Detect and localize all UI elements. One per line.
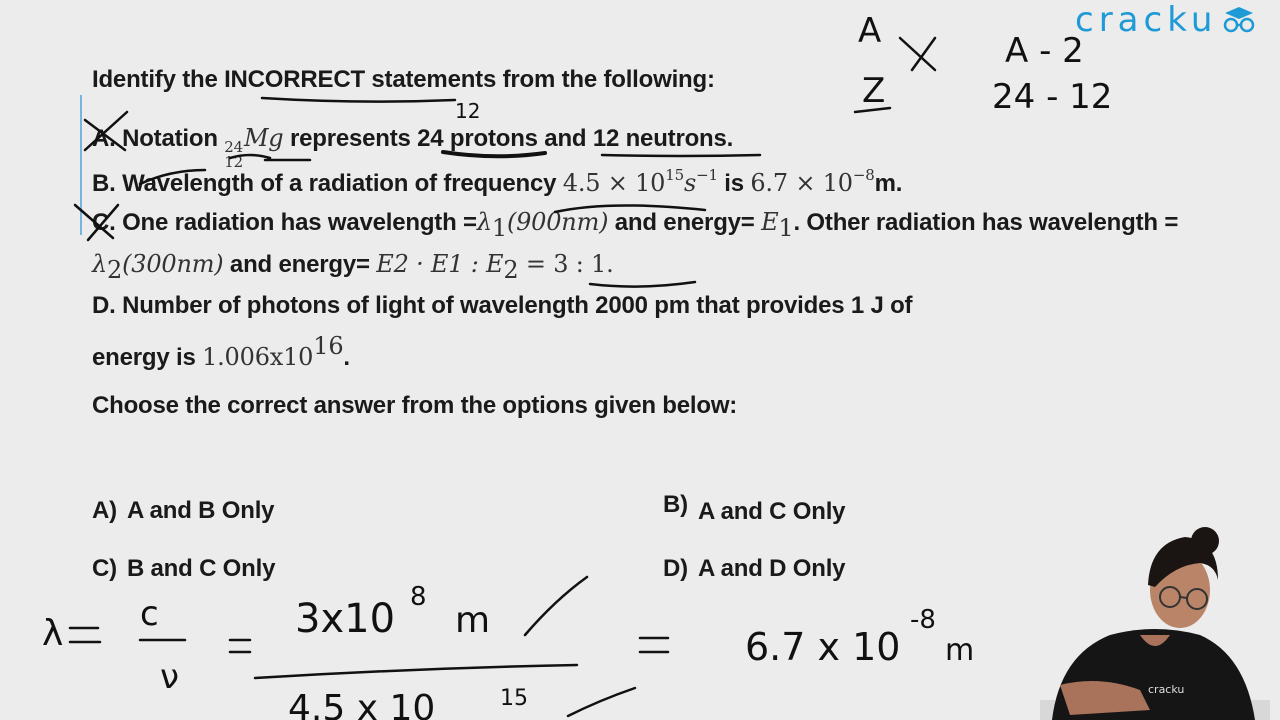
lambda2-symbol: λ [92, 250, 108, 278]
note-12-above: 12 [455, 99, 481, 123]
question-title: Identify the INCORRECT statements from the following: [92, 66, 715, 93]
main-fraction-bar [255, 665, 577, 678]
option-c-label: B and C Only [126, 555, 276, 582]
option-a-label: A and B Only [126, 497, 275, 524]
e1-subscript: 1 [778, 213, 794, 242]
equals-2 [230, 640, 250, 652]
calc-c: c [140, 594, 159, 634]
option-b[interactable] [663, 491, 845, 526]
statement-d-line1: D. Number of photons of light of wavelength 2000 pm that provides 1 J of [92, 292, 913, 319]
calc-denominator: 4.5 x 10 [288, 688, 436, 720]
statement-d-prefix: energy is [92, 344, 203, 371]
wavelength-value [750, 166, 875, 197]
option-c[interactable] [92, 555, 275, 583]
presenter-video [1040, 525, 1270, 720]
calc-nu: ν [160, 657, 179, 697]
statement-a [92, 124, 733, 170]
option-a-key: A) [92, 497, 117, 524]
calc-denominator-exp: 15 [500, 686, 528, 711]
e1-symbol: E [761, 208, 779, 236]
margin-rule [80, 95, 82, 235]
energy-ratio-subscript: 2 [503, 255, 519, 284]
photon-count-exponent: 16 [313, 332, 344, 360]
frequency-exponent: 15 [665, 166, 684, 184]
note-24-12: 24 - 12 [992, 77, 1113, 117]
energy-label-2: and energy= [223, 251, 377, 278]
calc-result: 6.7 x 10 [745, 625, 901, 669]
photon-count: 1.006x10 [202, 343, 314, 371]
option-d-key: D) [663, 555, 688, 582]
calc-numerator: 3x10 [295, 596, 396, 642]
graduation-glasses-icon [1219, 5, 1259, 35]
mass-number: 24 [224, 138, 243, 156]
statement-c-line2 [92, 250, 614, 284]
option-c-key: C) [92, 555, 117, 582]
frequency-unit-exponent: −1 [696, 166, 718, 184]
option-b-key: B) [663, 491, 688, 518]
option-d-label: A and D Only [697, 555, 846, 582]
calc-result-unit: m [945, 633, 975, 668]
option-a[interactable] [92, 497, 274, 525]
x-mark-notes [900, 38, 935, 70]
equals-3 [640, 638, 668, 652]
equals-1 [70, 628, 100, 642]
statement-c-rest: . Other radiation has wavelength = [793, 209, 1179, 236]
frequency-mantissa: 4.5 × 10 [562, 169, 666, 197]
atomic-number: 12 [224, 153, 243, 171]
option-d[interactable] [663, 555, 845, 583]
logo-text: cracku [1075, 0, 1218, 40]
lambda1-subscript: 1 [491, 213, 507, 242]
calc-result-exp: -8 [910, 605, 936, 635]
statement-d-line2 [92, 332, 350, 372]
note-a: A [858, 11, 882, 51]
wavelength-mantissa: 6.7 × 10 [750, 169, 853, 197]
z-underline [855, 108, 890, 112]
calc-numerator-exp: 8 [410, 582, 427, 612]
cancel-stroke-2 [568, 688, 635, 716]
cancel-stroke-1 [525, 577, 587, 635]
statement-b-mid: is [717, 170, 751, 197]
energy-ratio: E2 · E1 : E [376, 250, 504, 278]
statement-a-suffix: represents 24 protons and 12 neutrons. [283, 125, 734, 152]
statement-b-prefix: B. Wavelength of a radiation of frequency [92, 170, 563, 197]
svg-text:cracku: cracku [1148, 683, 1185, 696]
note-z: Z [862, 71, 886, 111]
statement-a-prefix: A. Notation [92, 125, 225, 152]
wavelength-exponent: −8 [852, 166, 875, 184]
calc-lambda: λ [42, 613, 64, 654]
lambda2-subscript: 2 [107, 255, 123, 284]
calc-numerator-unit: m [455, 600, 491, 641]
title-underline [262, 98, 455, 102]
frequency-value [562, 166, 718, 197]
statement-c-prefix: C. One radiation has wavelength = [92, 209, 477, 236]
option-b-label: A and C Only [697, 498, 846, 525]
lambda2-value: (300nm) [122, 250, 224, 278]
statement-b [92, 166, 902, 198]
element-symbol: Mg [243, 124, 284, 152]
energy-ratio-value: = 3 : 1. [518, 250, 614, 278]
cracku-logo [1075, 0, 1259, 40]
statement-b-suffix: m. [874, 170, 903, 197]
frequency-unit: s [683, 169, 697, 197]
lambda1-symbol: λ [476, 208, 492, 236]
energy-label-1: and energy= [608, 209, 762, 236]
lambda1-value: (900nm) [506, 208, 609, 236]
statement-c-line1 [92, 208, 1178, 242]
note-a-minus-2: A - 2 [1005, 31, 1084, 71]
answer-prompt: Choose the correct answer from the options given below: [92, 392, 738, 419]
statement-d-suffix: . [343, 344, 350, 371]
